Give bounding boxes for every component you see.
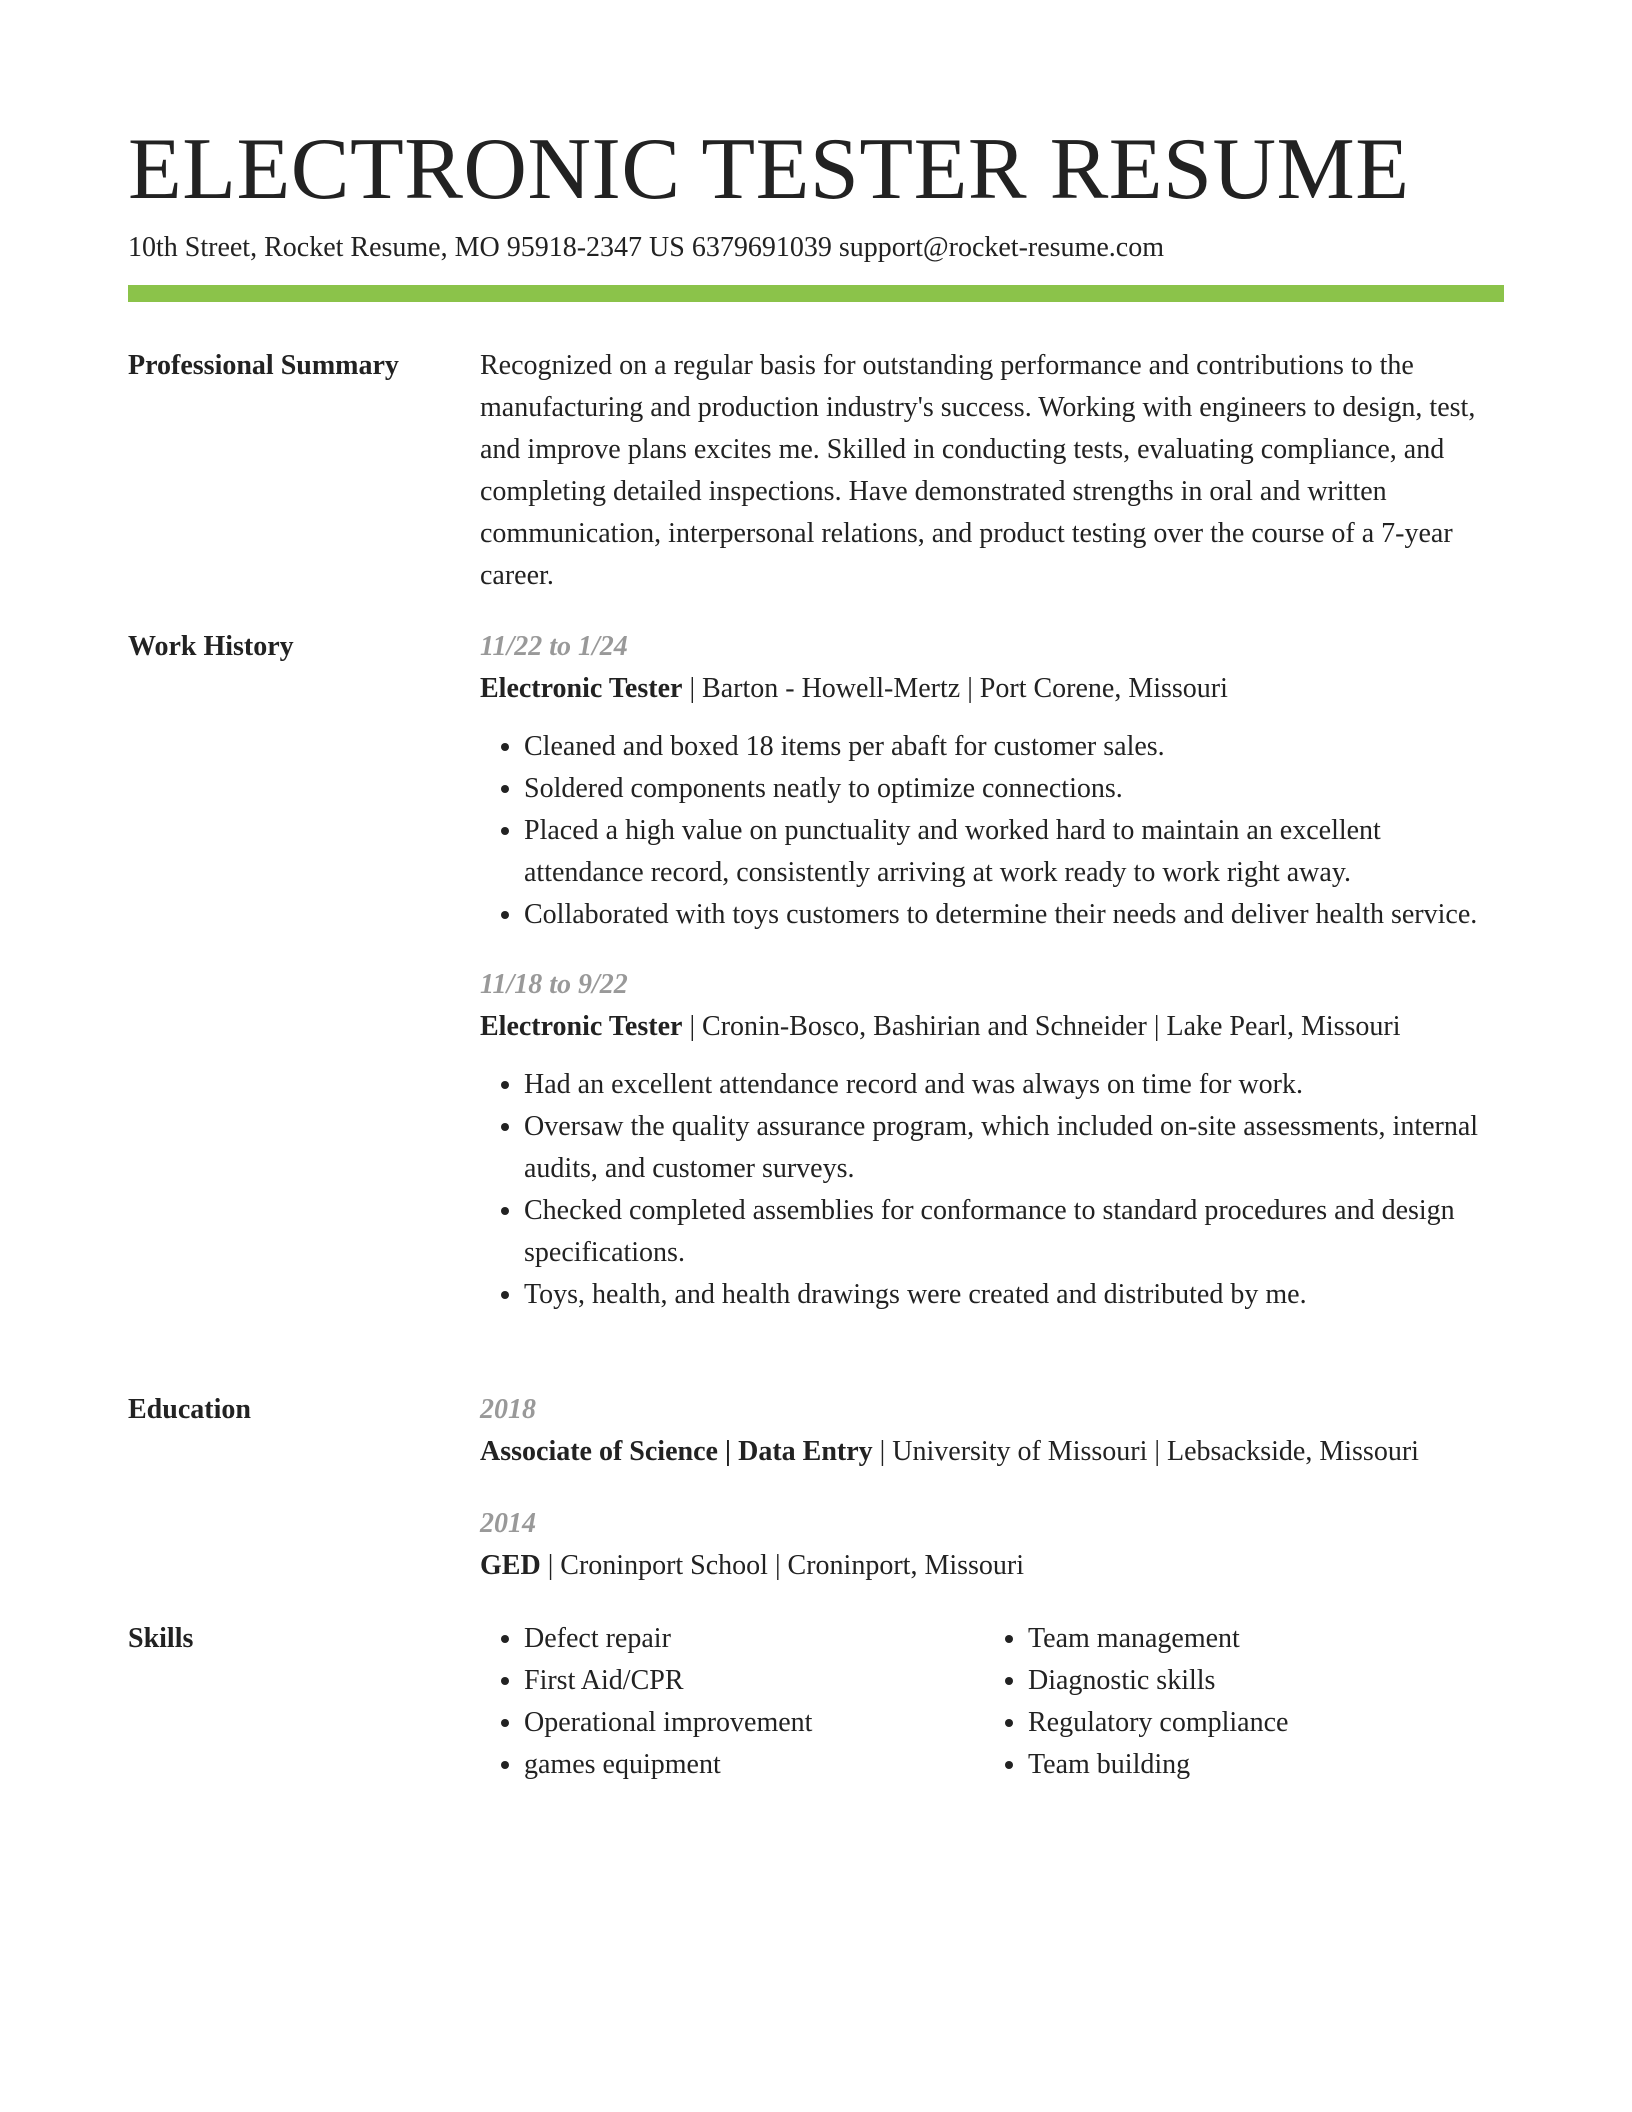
job-dates: 11/18 to 9/22 (480, 969, 628, 1000)
summary-text: Recognized on a regular basis for outstanding performance and contributions to the manufacturing and production industry's success. Working with engineers to design, test, and improve plans excites me. Skilled in conducting tests, evaluating compliance, and completing detailed inspections. Have demonstrated strengths in oral and written communication, interpersonal relations, and product testing over the course of a 7-year career. (480, 350, 1476, 591)
education-year: 2014 (480, 1508, 536, 1539)
education-heading: Education (128, 1394, 251, 1425)
job-bullets (480, 1064, 1504, 1316)
job-role-line (480, 1006, 1504, 1048)
education-entry (480, 1389, 1504, 1473)
education-line (480, 1431, 1504, 1473)
job-bullet: • Had an excellent attendance record and was always on time for work. (524, 1064, 1504, 1106)
work-history-heading: Work History (128, 631, 294, 662)
skill-item: • First Aid/CPR (524, 1660, 984, 1702)
contact-line: 10th Street, Rocket Resume, MO 95918-2347 US 6379691039 support@rocket-resume.com (128, 232, 1164, 263)
skills-columns (480, 1618, 1504, 1786)
education-details: | University of Missouri | Lebsackside, Missouri (872, 1436, 1419, 1467)
education-line (480, 1545, 1504, 1587)
skill-item: • Regulatory compliance (1028, 1702, 1488, 1744)
job-bullets (480, 726, 1504, 936)
education-year: 2018 (480, 1394, 536, 1425)
work-history-body (480, 626, 1504, 1316)
job-details: | Barton - Howell-Mertz | Port Corene, Missouri (682, 673, 1228, 704)
skills-heading: Skills (128, 1623, 194, 1654)
job-entry (480, 964, 1504, 1316)
job-bullet: • Collaborated with toys customers to determine their needs and deliver health service. (524, 894, 1504, 936)
accent-divider (128, 285, 1504, 302)
skill-item: • Operational improvement (524, 1702, 984, 1744)
skills-body (480, 1618, 1504, 1786)
job-bullet: • Checked completed assemblies for conformance to standard procedures and design specifications. (524, 1190, 1504, 1274)
job-title: Electronic Tester (480, 1011, 683, 1042)
skill-item: • Team building (1028, 1744, 1488, 1786)
job-bullet: • Soldered components neatly to optimize connections. (524, 768, 1504, 810)
skill-item: • Defect repair (524, 1618, 984, 1660)
job-bullet: • Placed a high value on punctuality and worked hard to maintain an excellent attendance record, consistently arriving at work ready to work right away. (524, 810, 1504, 894)
job-bullet: • Toys, health, and health drawings were created and distributed by me. (524, 1274, 1504, 1316)
job-details: | Cronin-Bosco, Bashirian and Schneider | Lake Pearl, Missouri (682, 1011, 1401, 1042)
job-title: Electronic Tester (480, 673, 683, 704)
summary-heading: Professional Summary (128, 350, 399, 381)
education-details: | Croninport School | Croninport, Missouri (540, 1550, 1025, 1581)
skill-item: • games equipment (524, 1744, 984, 1786)
skills-list-left (480, 1618, 984, 1786)
job-dates: 11/22 to 1/24 (480, 631, 628, 662)
job-bullet: • Cleaned and boxed 18 items per abaft for customer sales. (524, 726, 1504, 768)
education-degree: Associate of Science | Data Entry (480, 1436, 873, 1467)
education-entry (480, 1503, 1504, 1587)
skill-item: • Team management (1028, 1618, 1488, 1660)
summary-body (480, 345, 1504, 597)
skills-list-right (984, 1618, 1488, 1786)
resume-title: ELECTRONIC TESTER RESUME (128, 121, 1410, 218)
education-body (480, 1389, 1504, 1587)
education-degree: GED (480, 1550, 541, 1581)
job-entry (480, 626, 1504, 936)
job-bullet: • Oversaw the quality assurance program, which included on-site assessments, internal audits, and customer surveys. (524, 1106, 1504, 1190)
skill-item: • Diagnostic skills (1028, 1660, 1488, 1702)
job-role-line (480, 668, 1504, 710)
